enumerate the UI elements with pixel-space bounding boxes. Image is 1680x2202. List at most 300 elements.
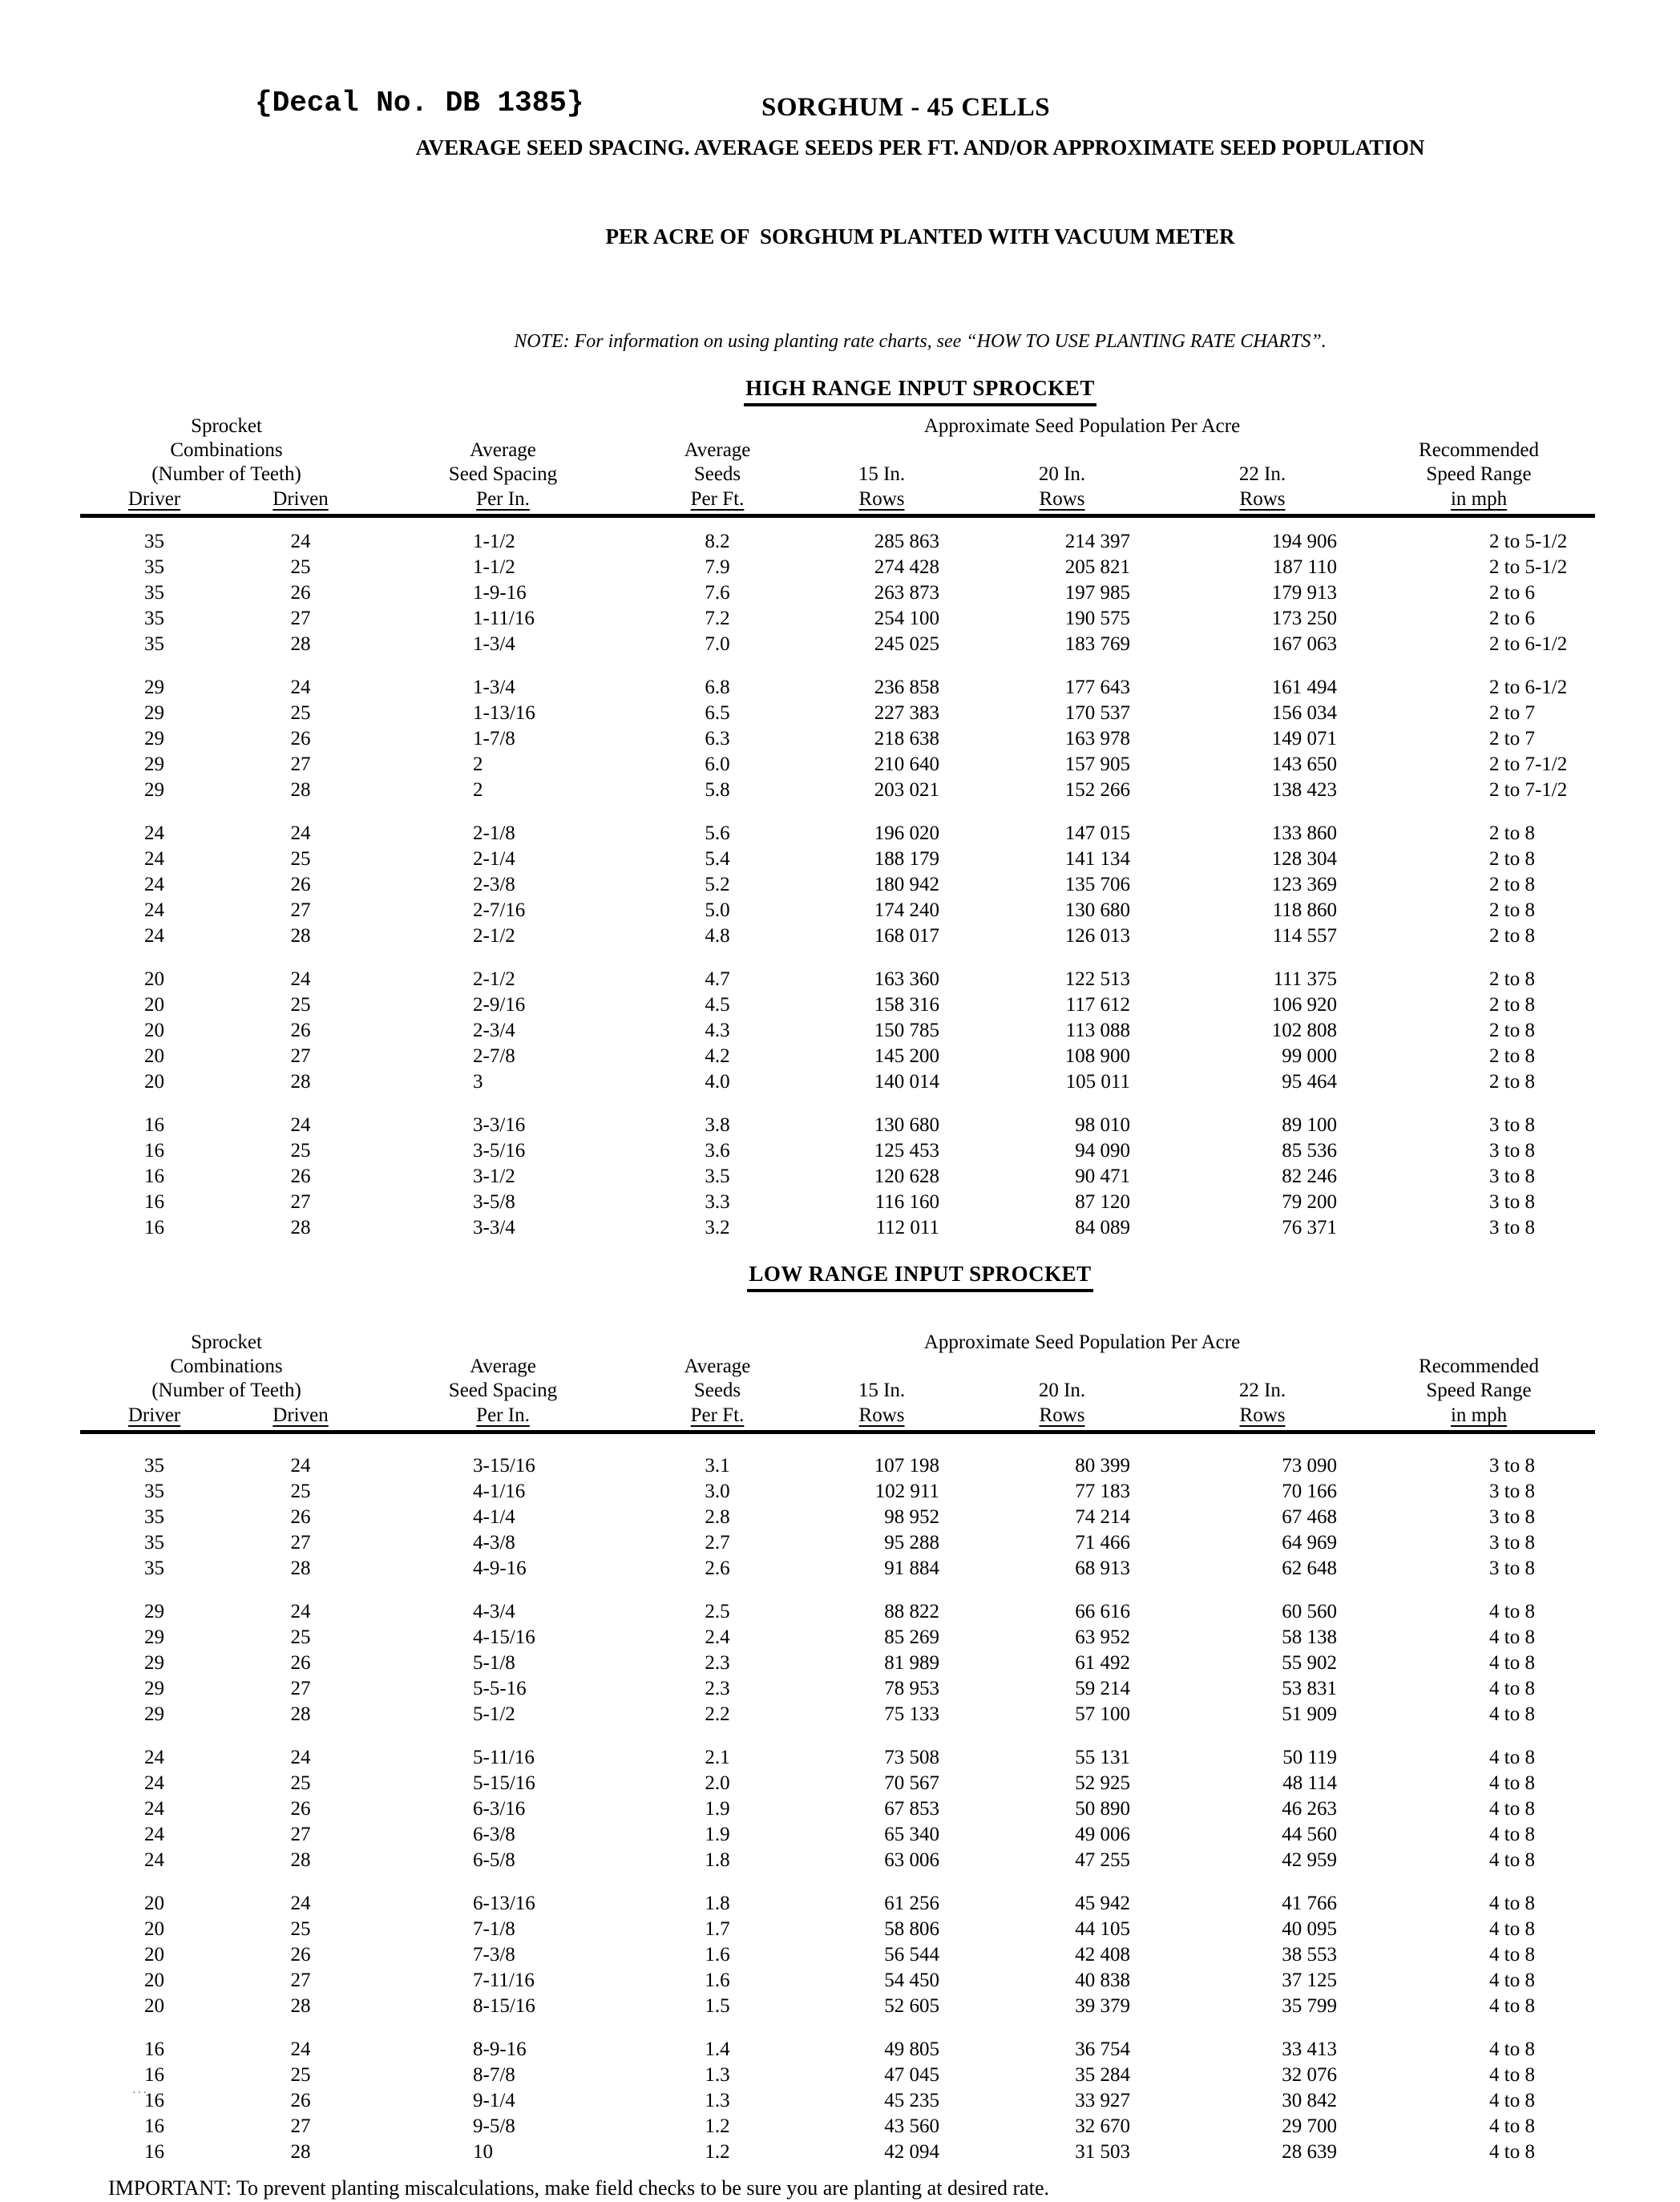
cell-driven: 27 [290,608,311,629]
cell-pop-22in: 30 842 [1282,2090,1338,2111]
cell-pop-22in: 187 110 [1272,556,1338,578]
spacer-row [80,949,1595,967]
cell-seed-spacing: 2-1/8 [473,822,515,844]
cell-driven: 24 [290,531,311,552]
cell-speed-range: 3 to 8 [1489,1217,1535,1238]
cell-pop-15in: 58 806 [884,1918,939,1940]
cell-pop-15in: 42 094 [884,2141,939,2163]
spacer-row [80,1582,1595,1599]
cell-seeds-per-ft: 1.9 [705,1798,730,1820]
cell-speed-range: 4 to 8 [1489,1893,1535,1914]
cell-pop-20in: 141 134 [1064,848,1130,870]
cell-seed-spacing: 4-3/4 [473,1601,515,1622]
cell-driven: 25 [290,556,311,578]
speed-header-line2: Speed Range [1426,463,1532,485]
cell-driver: 16 [144,1217,164,1238]
cell-seed-spacing: 3-3/4 [473,1217,515,1238]
cell-pop-20in: 135 706 [1064,874,1130,895]
cell-pop-15in: 158 316 [874,994,939,1016]
cell-seeds-per-ft: 1.7 [705,1918,730,1940]
cell-driven: 26 [290,728,311,749]
spacer-row [80,803,1595,821]
column-header-per-ft: Per Ft. [633,1403,802,1432]
cell-seed-spacing: 3-3/16 [473,1114,526,1136]
cell-speed-range: 4 to 8 [1489,1918,1535,1940]
table-row [80,898,1595,923]
cell-pop-22in: 46 263 [1282,1798,1338,1820]
spacer-row [80,1873,1595,1891]
cell-pop-22in: 123 369 [1271,874,1338,895]
cell-pop-20in: 33 927 [1075,2090,1130,2111]
cell-pop-22in: 44 560 [1282,1824,1338,1845]
table-row [80,1044,1595,1069]
table-row [80,1848,1595,1873]
column-header-rows-15: Rows [802,1403,962,1432]
table-row [80,967,1595,992]
table-row [80,1190,1595,1215]
empty-cell [1162,438,1363,463]
cell-seeds-per-ft: 1.2 [705,2141,730,2163]
seeds-header-line1: Average [684,1356,751,1377]
cell-pop-15in: 75 133 [884,1703,939,1725]
cell-seed-spacing: 4-1/16 [473,1481,526,1502]
cell-speed-range: 4 to 8 [1489,1626,1535,1648]
cell-seed-spacing: 9-1/4 [473,2090,515,2111]
cell-seeds-per-ft: 2.2 [705,1703,730,1725]
cell-driver: 29 [144,754,164,775]
cell-pop-15in: 49 805 [884,2038,939,2060]
cell-pop-20in: 61 492 [1075,1652,1130,1674]
cell-seed-spacing: 2-1/2 [473,968,515,990]
cell-seeds-per-ft: 5.6 [705,822,730,844]
cell-driver: 24 [144,1849,164,1871]
cell-driven: 27 [290,899,311,921]
cell-driven: 25 [290,848,311,870]
cell-driven: 26 [290,1166,311,1187]
cell-pop-20in: 47 255 [1075,1849,1130,1871]
cell-pop-22in: 111 375 [1273,968,1338,990]
cell-seeds-per-ft: 3.1 [705,1455,730,1477]
cell-speed-range: 2 to 8 [1489,874,1535,895]
cell-seeds-per-ft: 2.8 [705,1506,730,1528]
cell-pop-20in: 52 925 [1075,1772,1130,1794]
cell-driver: 20 [144,1918,164,1940]
high-range-table [80,414,1595,1241]
cell-seed-spacing: 5-1/8 [473,1652,515,1674]
table-row [80,2037,1595,2063]
cell-driven: 24 [290,1455,311,1477]
table-row [80,1994,1595,2019]
cell-speed-range: 4 to 8 [1489,1798,1535,1820]
table-row [80,1891,1595,1917]
cell-seeds-per-ft: 3.8 [705,1114,730,1136]
cell-driver: 24 [144,874,164,895]
cell-speed-range: 4 to 8 [1489,1652,1535,1674]
cell-driver: 24 [144,1798,164,1820]
cell-pop-22in: 58 138 [1282,1626,1338,1648]
empty-cell [962,1355,1162,1379]
cell-pop-20in: 39 379 [1075,1995,1130,2017]
cell-speed-range: 4 to 8 [1489,1703,1535,1725]
cell-driver: 29 [144,1703,164,1725]
table-row [80,529,1595,555]
cell-seed-spacing: 2 [473,779,483,801]
cell-pop-15in: 91 884 [884,1558,939,1579]
cell-driven: 28 [290,1558,311,1579]
cell-speed-range: 2 to 7-1/2 [1489,754,1568,775]
empty-cell [633,414,802,438]
cell-pop-22in: 156 034 [1271,702,1338,724]
speed-header-line2: Speed Range [1426,1380,1532,1401]
cell-seeds-per-ft: 6.5 [705,702,730,724]
cell-driver: 29 [144,1652,164,1674]
cell-driver: 20 [144,1970,164,1991]
empty-cell [962,438,1162,463]
cell-seeds-per-ft: 6.8 [705,677,730,698]
cell-pop-15in: 150 785 [874,1020,939,1041]
cell-seed-spacing: 6-5/8 [473,1849,515,1871]
table-row [80,1215,1595,1241]
cell-seeds-per-ft: 1.8 [705,1849,730,1871]
cell-seed-spacing: 5-15/16 [473,1772,535,1794]
cell-seed-spacing: 9-5/8 [473,2115,515,2137]
cell-seeds-per-ft: 4.8 [705,925,730,947]
cell-seed-spacing: 6-3/8 [473,1824,515,1845]
cell-driven: 25 [290,1140,311,1162]
cell-pop-20in: 126 013 [1064,925,1130,947]
cell-seeds-per-ft: 5.2 [705,874,730,895]
note-text: NOTE: For information on using planting rate charts, see “HOW TO USE PLANTING RATE CHARTS”. [514,331,1327,352]
cell-pop-22in: 64 969 [1282,1532,1338,1554]
cell-seed-spacing: 3-5/16 [473,1140,526,1162]
cell-pop-22in: 173 250 [1271,608,1338,629]
cell-seed-spacing: 8-9-16 [473,2038,527,2060]
cell-pop-15in: 73 508 [884,1747,939,1768]
cell-pop-22in: 35 799 [1282,1995,1338,2017]
cell-seeds-per-ft: 4.3 [705,1020,730,1041]
cell-pop-15in: 254 100 [874,608,939,629]
table-row [80,632,1595,657]
cell-pop-20in: 147 015 [1064,822,1130,844]
important-note: IMPORTANT: To prevent planting miscalculations, make field checks to be sure you are planting at desired rate. [108,2176,1049,2200]
cell-pop-22in: 99 000 [1282,1045,1338,1067]
cell-seed-spacing: 1-3/4 [473,633,515,655]
cell-driver: 35 [144,633,164,655]
cell-seeds-per-ft: 6.0 [705,754,730,775]
spacer-row [80,1432,1595,1454]
cell-pop-15in: 263 873 [874,582,939,604]
cell-driver: 20 [144,994,164,1016]
cell-seed-spacing: 5-1/2 [473,1703,515,1725]
cell-pop-15in: 218 638 [874,728,939,749]
header-row-3 [80,1379,1595,1403]
cell-pop-22in: 118 860 [1272,899,1338,921]
header-row-2 [80,1355,1595,1379]
cell-pop-20in: 63 952 [1075,1626,1130,1648]
column-header-driven: Driven [228,1403,373,1432]
cell-speed-range: 4 to 8 [1489,2141,1535,2163]
cell-pop-22in: 194 906 [1271,531,1338,552]
cell-pop-20in: 59 214 [1075,1678,1130,1699]
cell-pop-22in: 42 959 [1282,1849,1338,1871]
cell-seed-spacing: 2-1/2 [473,925,515,947]
cell-seeds-per-ft: 7.9 [705,556,730,578]
cell-seeds-per-ft: 1.4 [705,2038,730,2060]
cell-driven: 26 [290,1798,311,1820]
cell-seeds-per-ft: 5.0 [705,899,730,921]
cell-pop-20in: 94 090 [1075,1140,1130,1162]
cell-seed-spacing: 2-1/4 [473,848,515,870]
cell-seed-spacing: 3 [473,1071,483,1093]
cell-driver: 29 [144,677,164,698]
cell-pop-15in: 210 640 [874,754,939,775]
cell-seed-spacing: 6-3/16 [473,1798,526,1820]
decal-number: {Decal No. DB 1385} [255,87,584,119]
cell-driven: 25 [290,702,311,724]
cell-driver: 29 [144,1601,164,1622]
cell-driver: 29 [144,702,164,724]
cell-driven: 24 [290,2038,311,2060]
table-row [80,675,1595,701]
cell-driver: 20 [144,1995,164,2017]
cell-driver: 35 [144,1532,164,1554]
cell-speed-range: 2 to 8 [1489,1020,1535,1041]
cell-driven: 24 [290,1601,311,1622]
cell-driver: 16 [144,2090,164,2111]
cell-pop-20in: 170 537 [1064,702,1130,724]
cell-seed-spacing: 1-13/16 [473,702,535,724]
cell-driven: 28 [290,1849,311,1871]
table-row [80,726,1595,752]
cell-pop-20in: 90 471 [1075,1166,1130,1187]
cell-driven: 26 [290,1944,311,1966]
cell-pop-20in: 87 120 [1075,1191,1130,1213]
cell-seeds-per-ft: 1.6 [705,1944,730,1966]
cell-pop-22in: 143 650 [1271,754,1338,775]
cell-pop-20in: 214 397 [1064,531,1130,552]
cell-pop-20in: 108 900 [1064,1045,1130,1067]
empty-cell [633,1331,802,1355]
cell-pop-15in: 245 025 [874,633,939,655]
cell-driver: 24 [144,1747,164,1768]
column-header-per-ft: Per Ft. [633,487,802,516]
cell-pop-20in: 177 643 [1064,677,1130,698]
empty-cell [802,438,962,463]
cell-driven: 24 [290,822,311,844]
cell-pop-15in: 112 011 [875,1217,939,1238]
cell-pop-20in: 157 905 [1064,754,1130,775]
cell-seed-spacing: 2-3/4 [473,1020,515,1041]
column-header-rows-22: Rows [1162,1403,1363,1432]
cell-driven: 28 [290,1703,311,1725]
cell-pop-15in: 85 269 [884,1626,939,1648]
cell-pop-15in: 52 605 [884,1995,939,2017]
table-row [80,992,1595,1018]
cell-driver: 24 [144,899,164,921]
cell-seed-spacing: 1-11/16 [473,608,535,629]
cell-driven: 28 [290,1071,311,1093]
cell-driven: 24 [290,1893,311,1914]
table-row [80,2139,1595,2165]
header-row-4 [80,1403,1595,1432]
cell-pop-20in: 45 942 [1075,1893,1130,1914]
table-row [80,1917,1595,1942]
cell-seed-spacing: 7-3/8 [473,1944,515,1966]
cell-driver: 24 [144,848,164,870]
header-row-3 [80,463,1595,487]
table-header [80,1331,1595,1432]
cell-driver: 20 [144,968,164,990]
column-header-20in: 20 In. [1038,463,1086,485]
cell-pop-15in: 81 989 [884,1652,939,1674]
cell-pop-22in: 89 100 [1282,1114,1338,1136]
cell-pop-20in: 122 513 [1064,968,1130,990]
cell-speed-range: 2 to 8 [1489,899,1535,921]
cell-speed-range: 4 to 8 [1489,1824,1535,1845]
cell-driver: 24 [144,925,164,947]
empty-cell [1363,1331,1595,1355]
cell-speed-range: 4 to 8 [1489,1849,1535,1871]
cell-speed-range: 3 to 8 [1489,1506,1535,1528]
table-row [80,923,1595,949]
cell-speed-range: 2 to 6 [1489,582,1535,604]
cell-pop-20in: 163 978 [1064,728,1130,749]
table-row [80,2114,1595,2139]
cell-driver: 16 [144,1140,164,1162]
cell-speed-range: 3 to 8 [1489,1532,1535,1554]
cell-pop-20in: 57 100 [1075,1703,1130,1725]
cell-pop-22in: 55 902 [1282,1652,1338,1674]
cell-driver: 16 [144,1114,164,1136]
spacer-row [80,1727,1595,1745]
column-header-driver: Driver [80,487,228,516]
cell-seeds-per-ft: 3.6 [705,1140,730,1162]
cell-speed-range: 2 to 5-1/2 [1489,531,1568,552]
cell-driven: 27 [290,1824,311,1845]
table-row [80,2088,1595,2114]
cell-driver: 20 [144,1045,164,1067]
cell-seeds-per-ft: 1.3 [705,2064,730,2086]
cell-seed-spacing: 2-7/16 [473,899,526,921]
cell-driver: 35 [144,1481,164,1502]
table-row [80,1676,1595,1702]
column-header-driven: Driven [228,487,373,516]
cell-speed-range: 4 to 8 [1489,1678,1535,1699]
section-title-low-range [160,1262,1680,1294]
cell-seed-spacing: 1-1/2 [473,531,515,552]
cell-pop-22in: 128 304 [1271,848,1338,870]
cell-pop-20in: 66 616 [1075,1601,1130,1622]
column-header-per-in: Per In. [373,1403,633,1432]
cell-pop-22in: 53 831 [1282,1678,1338,1699]
cell-pop-15in: 98 952 [884,1506,939,1528]
table-row [80,1968,1595,1994]
cell-pop-22in: 51 909 [1282,1703,1338,1725]
cell-pop-22in: 38 553 [1282,1944,1338,1966]
cell-driven: 25 [290,1481,311,1502]
cell-speed-range: 4 to 8 [1489,1970,1535,1991]
column-header-15in: 15 In. [858,1380,906,1401]
cell-seeds-per-ft: 1.2 [705,2115,730,2137]
table-row [80,1018,1595,1044]
table-row [80,821,1595,846]
cell-seeds-per-ft: 2.3 [705,1678,730,1699]
low-range-table [80,1331,1595,2165]
cell-driven: 25 [290,1626,311,1648]
cell-pop-15in: 180 942 [874,874,939,895]
column-header-rows-15: Rows [802,487,962,516]
cell-driven: 24 [290,677,311,698]
cell-seeds-per-ft: 3.2 [705,1217,730,1238]
cell-pop-20in: 190 575 [1064,608,1130,629]
spacer-row [80,657,1595,675]
cell-speed-range: 2 to 8 [1489,994,1535,1016]
cell-seeds-per-ft: 8.2 [705,531,730,552]
cell-seed-spacing: 5-11/16 [473,1747,535,1768]
cell-pop-15in: 203 021 [874,779,939,801]
cell-pop-15in: 61 256 [884,1893,939,1914]
section-title-high-range-text: HIGH RANGE INPUT SPROCKET [744,376,1096,406]
table-row [80,1599,1595,1625]
cell-speed-range: 2 to 8 [1489,968,1535,990]
spacer-row [80,516,1595,530]
cell-pop-20in: 105 011 [1065,1071,1130,1093]
cell-speed-range: 3 to 8 [1489,1166,1535,1187]
spacing-header-line2: Seed Spacing [448,1380,558,1401]
cell-driver: 20 [144,1944,164,1966]
cell-speed-range: 4 to 8 [1489,1944,1535,1966]
cell-pop-22in: 70 166 [1282,1481,1338,1502]
cell-driver: 35 [144,531,164,552]
cell-seed-spacing: 1-1/2 [473,556,515,578]
table-row [80,1822,1595,1848]
cell-driver: 20 [144,1020,164,1041]
column-header-22in: 22 In. [1238,1380,1286,1401]
cell-pop-20in: 130 680 [1064,899,1130,921]
table-row [80,1530,1595,1556]
cell-pop-20in: 49 006 [1075,1824,1130,1845]
table-row [80,1942,1595,1968]
cell-speed-range: 4 to 8 [1489,1772,1535,1794]
cell-speed-range: 2 to 8 [1489,822,1535,844]
population-header: Approximate Seed Population Per Acre [923,1331,1241,1353]
cell-speed-range: 2 to 7 [1489,702,1535,724]
cell-pop-22in: 179 913 [1271,582,1338,604]
cell-seeds-per-ft: 7.0 [705,633,730,655]
cell-pop-20in: 152 266 [1064,779,1130,801]
cell-seeds-per-ft: 6.3 [705,728,730,749]
cell-speed-range: 4 to 8 [1489,2064,1535,2086]
table-row [80,580,1595,606]
cell-seed-spacing: 8-7/8 [473,2064,515,2086]
cell-speed-range: 2 to 6-1/2 [1489,633,1568,655]
table-row [80,1164,1595,1190]
cell-pop-22in: 167 063 [1271,633,1338,655]
cell-pop-20in: 40 838 [1075,1970,1130,1991]
cell-driver: 24 [144,1824,164,1845]
cell-pop-15in: 63 006 [884,1849,939,1871]
cell-driver: 20 [144,1893,164,1914]
cell-seed-spacing: 7-11/16 [473,1970,535,1991]
cell-pop-20in: 77 183 [1075,1481,1130,1502]
cell-pop-22in: 48 114 [1282,1772,1338,1794]
cell-driver: 35 [144,1558,164,1579]
cell-seeds-per-ft: 1.8 [705,1893,730,1914]
table-row [80,752,1595,778]
cell-pop-22in: 41 766 [1282,1893,1338,1914]
cell-driver: 29 [144,779,164,801]
table-row [80,555,1595,580]
